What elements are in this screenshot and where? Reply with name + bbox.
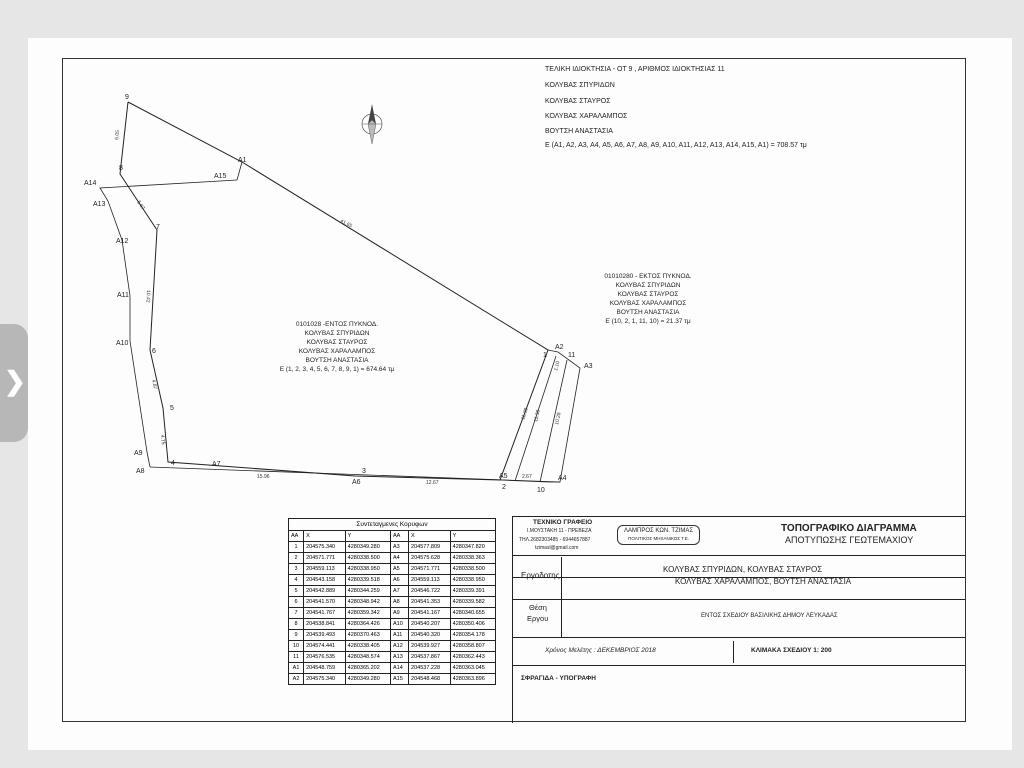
cell-aa-2: A6 xyxy=(390,575,408,586)
ownership-title: ΤΕΛΙΚΗ ΙΔΙΟΚΤΗΣΙΑ - ΟΤ 9 , ΑΡΙΘΜΟΣ ΙΔΙΟΚΤΗΣΙΑΣ 11 xyxy=(545,66,725,73)
point-a15: A15 xyxy=(214,173,227,180)
doc-title-2: ΑΠΟΤΥΠΩΣΗΣ ΓΕΩΤΕΜΑΧΙΟΥ xyxy=(785,535,914,545)
cell-x: 204571.771 xyxy=(304,553,346,564)
parcel-right-owner-4: ΒΟΥΤΣΗ ΑΝΑΣΤΑΣΙΑ xyxy=(616,309,680,316)
cell-aa: 11 xyxy=(289,652,304,663)
employer-label: Εργοδοτης xyxy=(521,571,560,580)
parcel-right-title: 01010280 - ΕΚΤΟΣ ΠΥΚΝΟΔ. xyxy=(604,273,692,280)
parcel-right-owner-2: ΚΟΛΥΒΑΣ ΣΤΑΥΡΟΣ xyxy=(617,291,679,298)
dim-3-2: 12.67 xyxy=(426,480,439,486)
cell-x: 204559.113 xyxy=(304,564,346,575)
cell-x: 204538.841 xyxy=(304,619,346,630)
tb-vline xyxy=(561,557,562,637)
cell-y-2: 4280339.582 xyxy=(450,597,495,608)
coordinates-row xyxy=(289,619,496,630)
boundary-a1-a15 xyxy=(237,162,242,180)
location-value: ΕΝΤΟΣ ΣΧΕΔΙΟΥ ΒΑΣΙΛΙΚΗΣ ΔΗΜΟΥ ΛΕΥΚΑΔΑΣ xyxy=(701,613,838,619)
stamp-signature: ΣΦΡΑΓΙΔΑ - ΥΠΟΓΡΑΦΗ xyxy=(521,675,596,682)
point-a8: A8 xyxy=(136,468,145,475)
cell-x-2: 204540.207 xyxy=(409,619,451,630)
cell-aa-2: A5 xyxy=(390,564,408,575)
dim-1-2: 11.38 xyxy=(520,407,530,421)
office-name: ΤΕΧΝΙΚΟ ΓΡΑΦΕΙΟ xyxy=(533,519,593,526)
cell-aa-2: A11 xyxy=(390,630,408,641)
cell-x-2: 204548.468 xyxy=(409,674,451,685)
point-1: 1 xyxy=(543,352,547,359)
cell-aa-2: A7 xyxy=(390,586,408,597)
cell-y-2: 4280350.406 xyxy=(450,619,495,630)
cell-aa: 5 xyxy=(289,586,304,597)
owner-4: ΒΟΥΤΣΗ ΑΝΑΣΤΑΣΙΑ xyxy=(545,128,613,135)
cell-aa: 1 xyxy=(289,542,304,553)
dim-1-11: 1.10 xyxy=(553,360,562,372)
tb-line xyxy=(513,555,965,556)
coordinates-row xyxy=(289,586,496,597)
col-y: Y xyxy=(345,531,390,542)
coordinates-row xyxy=(289,542,496,553)
study-date: Χρόνος Μελέτης : ΔΕΚΕΜΒΡΙΟΣ 2018 xyxy=(545,647,656,654)
cell-aa: 2 xyxy=(289,553,304,564)
coordinates-row xyxy=(289,641,496,652)
doc-title-1: ΤΟΠΟΓΡΑΦΙΚΟ ΔΙΑΓΡΑΜΜΑ xyxy=(781,523,917,534)
boundary-a-west xyxy=(100,180,237,467)
point-5: 5 xyxy=(170,405,174,412)
coordinates-caption: Συντεταγμενες Κορυφων xyxy=(289,519,496,531)
cell-aa: A1 xyxy=(289,663,304,674)
cell-aa-2: A8 xyxy=(390,597,408,608)
point-a4: A4 xyxy=(558,475,567,482)
next-page-tab[interactable] xyxy=(0,324,28,442)
cell-x: 204541.570 xyxy=(304,597,346,608)
cell-aa: 9 xyxy=(289,630,304,641)
cell-aa-2: A13 xyxy=(390,652,408,663)
cell-x: 204576.535 xyxy=(304,652,346,663)
cell-aa: 6 xyxy=(289,597,304,608)
cell-y: 4280348.574 xyxy=(345,652,390,663)
title-block xyxy=(512,516,965,723)
point-11: 11 xyxy=(568,352,576,359)
cell-y: 4280338.950 xyxy=(345,564,390,575)
tb-line xyxy=(513,637,965,638)
drawing-scale: ΚΛΙΜΑΚΑ ΣΧΕΔΙΟΥ 1: 200 xyxy=(751,647,832,654)
cell-y: 4280359.342 xyxy=(345,608,390,619)
cell-aa: 3 xyxy=(289,564,304,575)
parcel-left-owner-2: ΚΟΛΥΒΑΣ ΣΤΑΥΡΟΣ xyxy=(306,339,368,346)
dim-1-9: 41.65 xyxy=(339,218,353,230)
point-9: 9 xyxy=(125,94,129,101)
parcel-left-area: Ε (1, 2, 3, 4, 5, 6, 7, 8, 9, 1) = 674.64 τμ xyxy=(279,366,395,373)
tb-line xyxy=(513,599,965,600)
cell-y: 4280338.500 xyxy=(345,553,390,564)
cell-y-2: 4280354.178 xyxy=(450,630,495,641)
dim-4-3: 15.96 xyxy=(257,474,270,480)
coordinates-row xyxy=(289,652,496,663)
cell-y: 4280364.426 xyxy=(345,619,390,630)
point-a13: A13 xyxy=(93,201,106,208)
cell-y-2: 4280363.045 xyxy=(450,663,495,674)
cell-x-2: 204541.167 xyxy=(409,608,451,619)
parcel-left-owner-4: ΒΟΥΤΣΗ ΑΝΑΣΤΑΣΙΑ xyxy=(305,357,369,364)
total-area: Ε (Α1, Α2, Α3, Α4, Α5, Α6, Α7, Α8, Α9, Α10, Α11, Α12, Α13, Α14, Α15, Α1) = 708.57 τμ xyxy=(545,142,807,149)
cell-y: 4280344.259 xyxy=(345,586,390,597)
owner-3: ΚΟΛΥΒΑΣ ΧΑΡΑΛΑΜΠΟΣ xyxy=(545,113,628,120)
cell-y-2: 4280340.655 xyxy=(450,608,495,619)
cell-y: 4280370.463 xyxy=(345,630,390,641)
parcel-left-owner-1: ΚΟΛΥΒΑΣ ΣΠΥΡΙΔΩΝ xyxy=(304,330,370,337)
parcel-left-label xyxy=(272,320,402,374)
cell-x: 204539.493 xyxy=(304,630,346,641)
cell-aa: 8 xyxy=(289,619,304,630)
cell-y-2: 4280363.896 xyxy=(450,674,495,685)
point-a6: A6 xyxy=(352,479,361,486)
point-a14: A14 xyxy=(84,180,97,187)
cell-x: 204542.889 xyxy=(304,586,346,597)
point-a10: A10 xyxy=(116,340,129,347)
point-a12: A12 xyxy=(116,238,129,245)
col-aa: ΑΑ xyxy=(289,531,304,542)
coordinates-row xyxy=(289,564,496,575)
cell-x-2: 204541.353 xyxy=(409,597,451,608)
col-aa-2: ΑΑ xyxy=(390,531,408,542)
coordinates-row xyxy=(289,575,496,586)
parcel-right-area: Ε (10, 2, 1, 11, 10) = 21.37 τμ xyxy=(605,318,691,325)
parcel-left-owner-3: ΚΟΛΥΒΑΣ ΧΑΡΑΛΑΜΠΟΣ xyxy=(298,348,376,355)
office-phone: ΤΗΛ.2682303485 - 6944657887 xyxy=(519,537,591,543)
cell-x-2: 204539.927 xyxy=(409,641,451,652)
cell-x-2: 204559.113 xyxy=(409,575,451,586)
engineer-name: ΛΑΜΠΡΟΣ ΚΩΝ. ΤΖΙΜΑΣ xyxy=(624,528,694,534)
point-a2: A2 xyxy=(555,344,564,351)
cell-y: 4280348.942 xyxy=(345,597,390,608)
coordinates-header-row xyxy=(289,531,496,542)
point-8: 8 xyxy=(119,165,123,172)
cell-y: 4280365.202 xyxy=(345,663,390,674)
cell-y-2: 4280338.950 xyxy=(450,575,495,586)
cell-y-2: 4280358.807 xyxy=(450,641,495,652)
parcel-left-title: 0101028 -ΕΝΤΟΣ ΠΥΚΝΟΔ. xyxy=(295,321,379,328)
parcel-boundary-left xyxy=(120,102,548,480)
cell-y-2: 4280362.443 xyxy=(450,652,495,663)
cell-aa-2: A4 xyxy=(390,553,408,564)
point-a5: A5 xyxy=(499,473,508,480)
coordinates-table xyxy=(288,518,496,685)
dim-2-1: 11.38 xyxy=(533,409,542,423)
chevron-right-icon: ❯ xyxy=(4,366,26,396)
point-a1: A1 xyxy=(238,157,247,164)
cell-y-2: 4280338.500 xyxy=(450,564,495,575)
point-a7: A7 xyxy=(212,461,221,468)
cell-x-2: 204537.228 xyxy=(409,663,451,674)
office-address: Ι.ΜΟΥΣΤΑΚΗ 11 - ΠΡΕΒΕΖΑ xyxy=(527,528,592,534)
cell-aa-2: A14 xyxy=(390,663,408,674)
cell-x-2: 204546.722 xyxy=(409,586,451,597)
cell-aa: A2 xyxy=(289,674,304,685)
employer-line-1: ΚΟΛΥΒΑΣ ΣΠΥΡΙΔΩΝ, ΚΟΛΥΒΑΣ ΣΤΑΥΡΟΣ xyxy=(663,565,823,574)
cell-y: 4280339.518 xyxy=(345,575,390,586)
parcel-right-owner-3: ΚΟΛΥΒΑΣ ΧΑΡΑΛΑΜΠΟΣ xyxy=(609,300,687,307)
cell-aa-2: A10 xyxy=(390,619,408,630)
col-y-2: Y xyxy=(450,531,495,542)
point-a9: A9 xyxy=(134,450,143,457)
office-email: tzimasl@gmail.com xyxy=(535,545,579,551)
north-arrow-icon xyxy=(362,104,382,144)
dim-9-8: 6.05 xyxy=(114,129,122,141)
coordinates-row xyxy=(289,553,496,564)
cell-x: 204548.759 xyxy=(304,663,346,674)
cell-aa: 10 xyxy=(289,641,304,652)
dim-6-5: 4.87 xyxy=(150,379,158,390)
coordinates-row xyxy=(289,630,496,641)
cell-aa-2: A12 xyxy=(390,641,408,652)
point-4: 4 xyxy=(171,460,175,467)
col-x: X xyxy=(304,531,346,542)
point-3: 3 xyxy=(362,468,366,475)
point-2: 2 xyxy=(502,484,506,491)
cell-x: 204541.767 xyxy=(304,608,346,619)
location-label-2: Εργου xyxy=(527,614,549,623)
dim-8-7: 5.67 xyxy=(135,199,146,212)
coordinates-row xyxy=(289,597,496,608)
cell-x-2: 204571.771 xyxy=(409,564,451,575)
cell-aa: 4 xyxy=(289,575,304,586)
cell-x-2: 204540.320 xyxy=(409,630,451,641)
tb-vline xyxy=(733,641,734,663)
dim-5-4: 4.75 xyxy=(159,434,166,445)
owner-2: ΚΟΛΥΒΑΣ ΣΤΑΥΡΟΣ xyxy=(545,98,611,105)
location-label-1: Θέση xyxy=(529,603,547,612)
coordinates-row xyxy=(289,663,496,674)
engineer-stamp xyxy=(617,525,700,545)
cell-x: 204575.340 xyxy=(304,542,346,553)
point-7: 7 xyxy=(156,224,160,231)
cell-aa-2: A3 xyxy=(390,542,408,553)
engineer-title: ΠΟΛΙΤΙΚΟΣ ΜΗΧΑΝΙΚΟΣ Τ.Ε. xyxy=(628,536,690,541)
dim-11-10: 10.28 xyxy=(554,411,563,426)
parcel-right-owner-1: ΚΟΛΥΒΑΣ ΣΠΥΡΙΔΩΝ xyxy=(615,282,681,289)
cell-y: 4280349.280 xyxy=(345,674,390,685)
dim-7-6: 10.42 xyxy=(144,289,151,303)
cell-y-2: 4280338.363 xyxy=(450,553,495,564)
cell-aa: 7 xyxy=(289,608,304,619)
employer-line-2: ΚΟΛΥΒΑΣ ΧΑΡΑΛΑΜΠΟΣ, ΒΟΥΤΣΗ ΑΝΑΣΤΑΣΙΑ xyxy=(675,577,852,586)
coordinates-row xyxy=(289,674,496,685)
point-6: 6 xyxy=(152,348,156,355)
cell-x: 204543.158 xyxy=(304,575,346,586)
tb-line xyxy=(513,665,965,666)
col-x-2: X xyxy=(409,531,451,542)
cell-x: 204575.340 xyxy=(304,674,346,685)
cell-x-2: 204537.867 xyxy=(409,652,451,663)
cell-y-2: 4280347.820 xyxy=(450,542,495,553)
point-10: 10 xyxy=(537,487,545,494)
cell-y-2: 4280339.391 xyxy=(450,586,495,597)
cell-x-2: 204577.809 xyxy=(409,542,451,553)
cell-y: 4280349.280 xyxy=(345,542,390,553)
point-a3: A3 xyxy=(584,363,593,370)
cell-y: 4280338.405 xyxy=(345,641,390,652)
point-a11: A11 xyxy=(117,292,129,299)
coordinates-row xyxy=(289,608,496,619)
cell-aa-2: A9 xyxy=(390,608,408,619)
cell-x: 204574.441 xyxy=(304,641,346,652)
dim-2-10: 2.67 xyxy=(522,474,532,480)
parcel-right-label xyxy=(588,272,708,326)
owner-1: ΚΟΛΥΒΑΣ ΣΠΥΡΙΔΩΝ xyxy=(545,82,615,89)
cell-aa-2: A15 xyxy=(390,674,408,685)
cell-x-2: 204575.628 xyxy=(409,553,451,564)
